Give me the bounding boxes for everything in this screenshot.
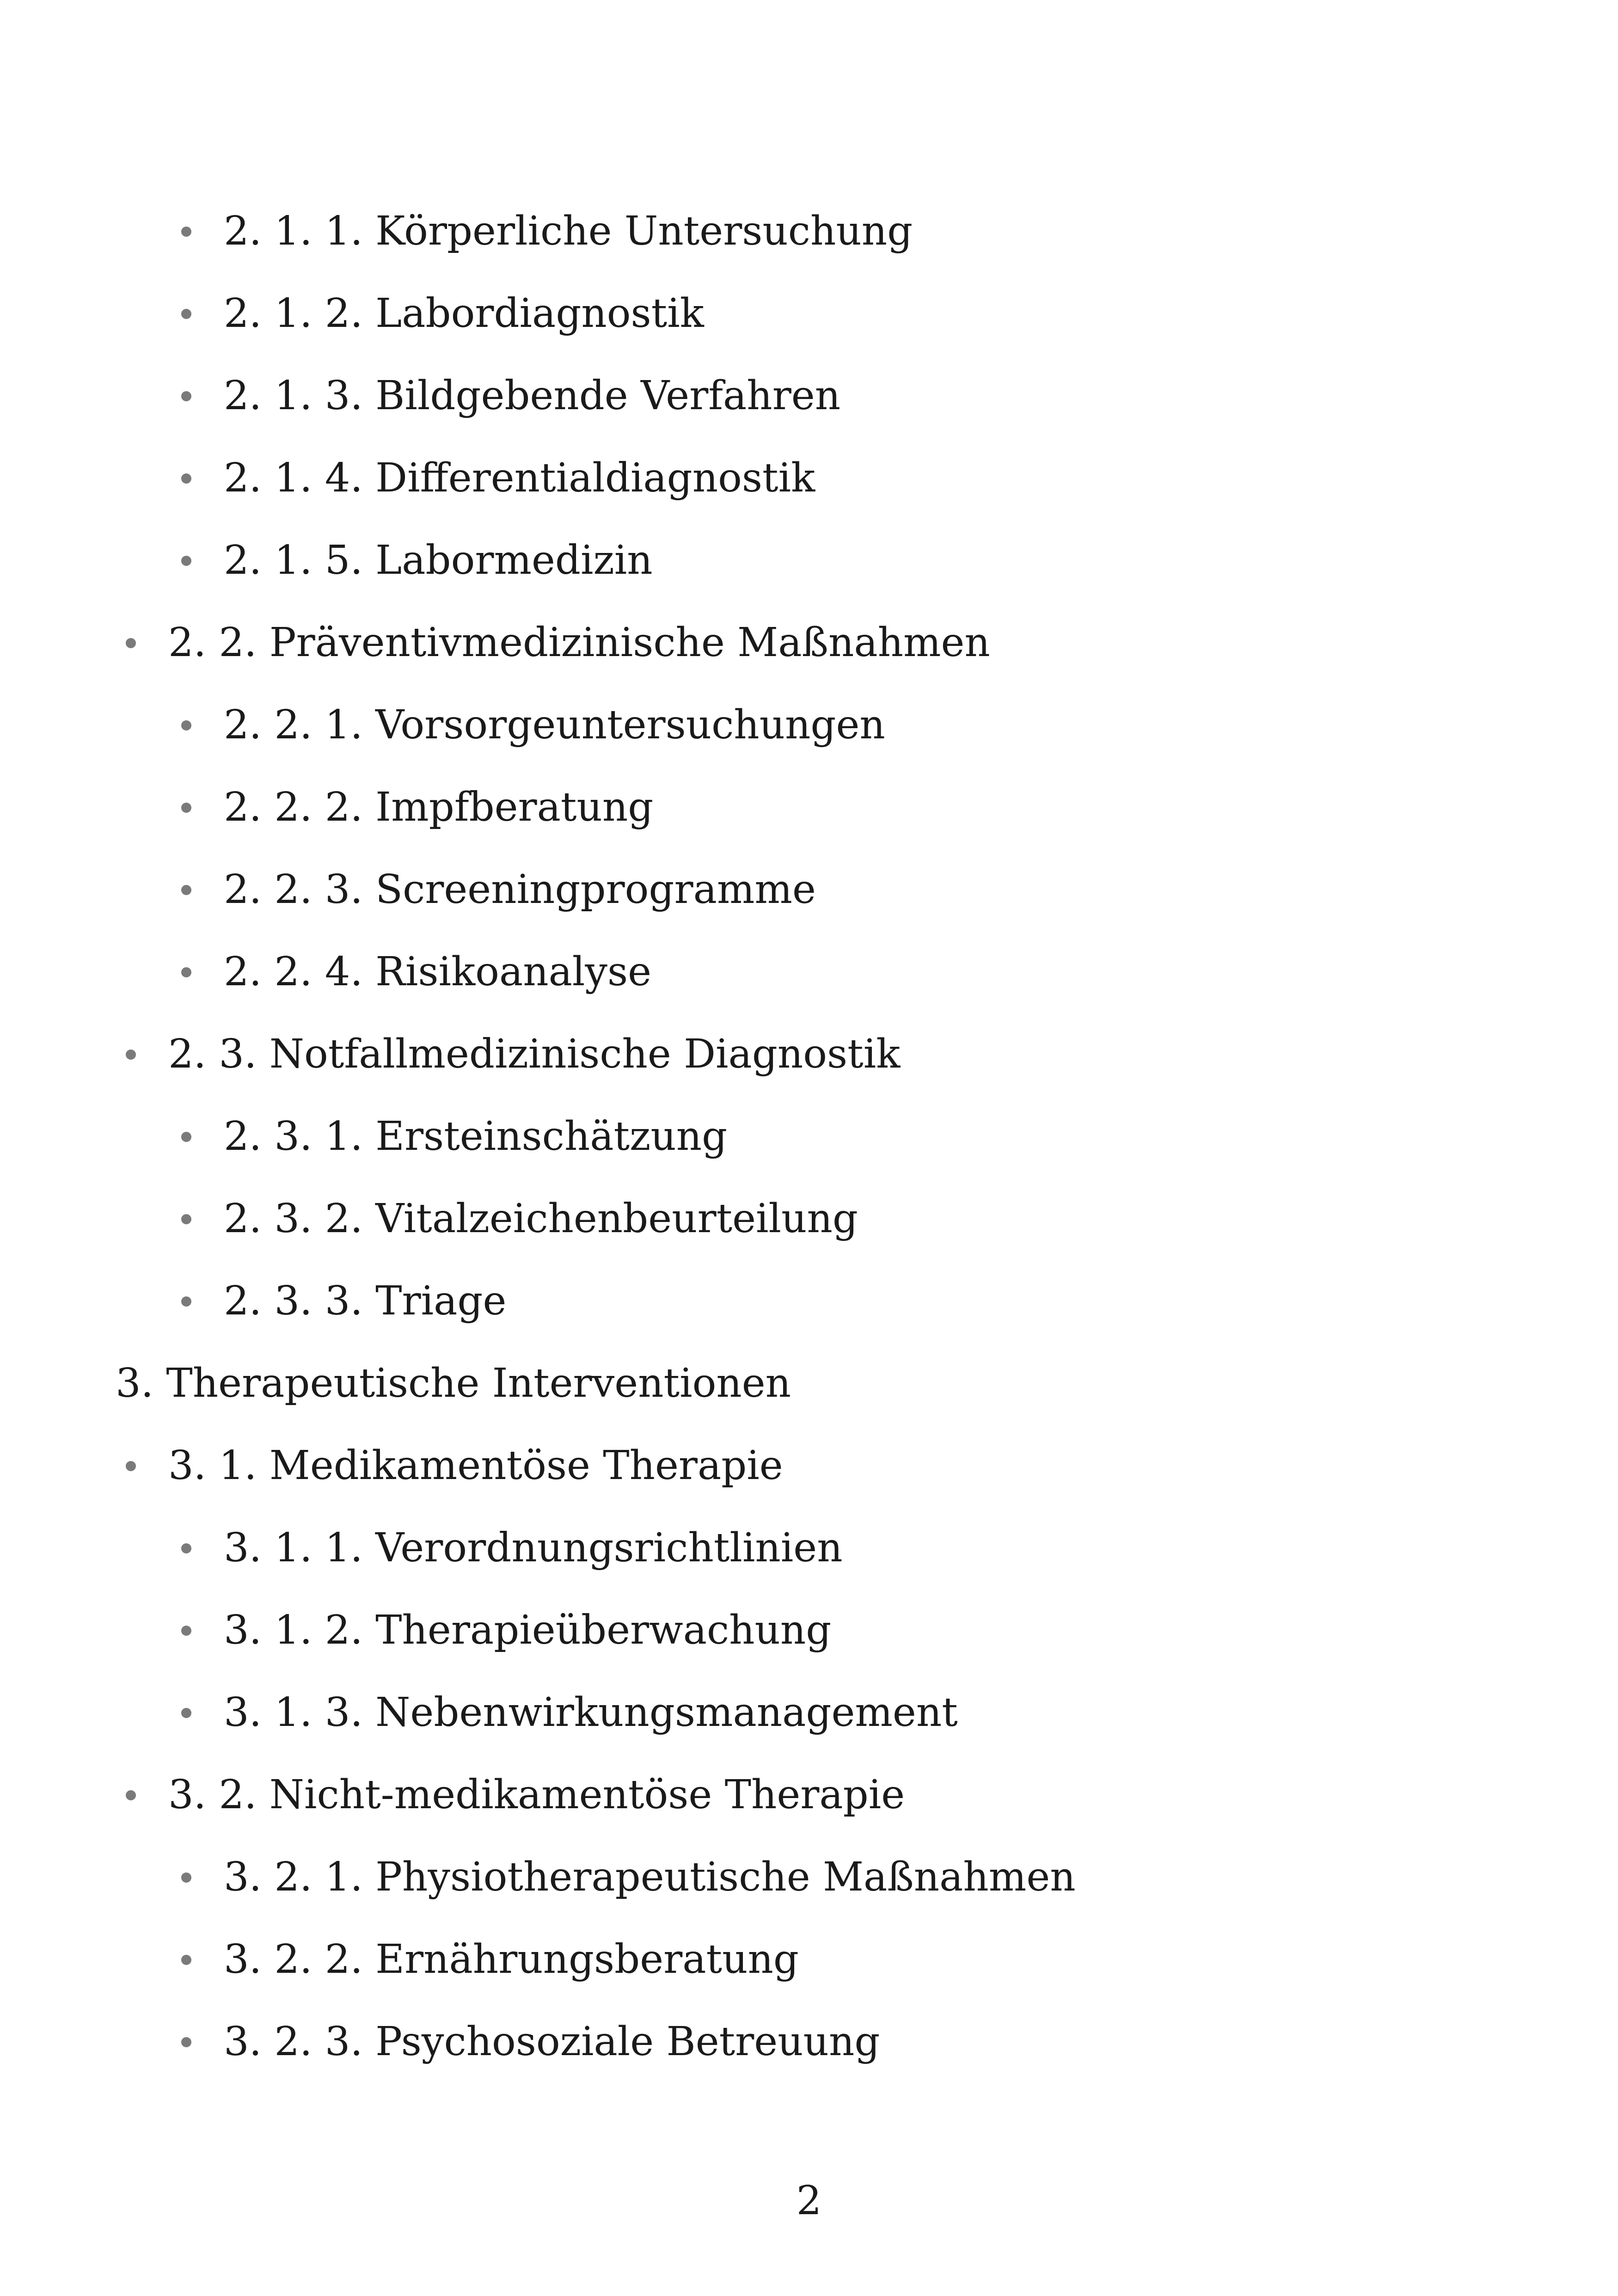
toc-entry-3-2-1[interactable] [181, 1836, 1076, 1919]
toc-entry-label: 3. 1. 1. Verordnungsrichtlinien [224, 1525, 843, 1571]
bullet-icon [181, 1132, 191, 1142]
bullet-icon [181, 1626, 191, 1636]
toc-entry-label: 3. 2. 2. Ernährungsberatung [224, 1936, 799, 1983]
toc-entry-label: 3. 2. 3. Psychosoziale Betreuung [224, 2019, 880, 2065]
page-number: 2 [796, 2178, 822, 2224]
toc-entry-2-1-3[interactable] [181, 354, 840, 437]
bullet-icon [181, 885, 191, 895]
toc-entry-3-2-3[interactable] [181, 2000, 880, 2083]
toc-entry-3-1-3[interactable] [181, 1671, 958, 1754]
bullet-icon [126, 638, 136, 648]
bullet-icon [181, 1708, 191, 1718]
bullet-icon [126, 1461, 136, 1471]
toc-entry-label: 2. 1. 2. Labordiagnostik [224, 290, 704, 337]
toc-entry-label: 2. 1. 4. Differentialdiagnostik [224, 455, 815, 501]
toc-entry-label: 2. 2. 4. Risikoanalyse [224, 949, 652, 995]
bullet-icon [181, 1214, 191, 1224]
toc-entry-label: 2. 2. 3. Screeningprogramme [224, 866, 816, 913]
bullet-icon [181, 1955, 191, 1965]
toc-entry-label: 3. 1. 2. Therapieüberwachung [224, 1607, 832, 1653]
bullet-icon [181, 2037, 191, 2047]
bullet-icon [181, 720, 191, 731]
toc-entry-2-1-1[interactable] [181, 190, 913, 273]
bullet-icon [126, 1050, 136, 1060]
bullet-icon [126, 1790, 136, 1800]
bullet-icon [181, 309, 191, 319]
toc-entry-2-2-1[interactable] [181, 683, 885, 767]
toc-entry-2-3-2[interactable] [181, 1177, 858, 1260]
toc-entry-label: 2. 3. 2. Vitalzeichenbeurteilung [224, 1196, 858, 1242]
toc-entry-label: 2. 1. 1. Körperliche Untersuchung [224, 208, 913, 254]
toc-entry-label: 2. 2. Präventivmedizinische Maßnahmen [168, 620, 990, 666]
toc-entry-2-3-3[interactable] [181, 1259, 506, 1343]
toc-entry-2-2-2[interactable] [181, 766, 653, 849]
toc-entry-3-1-1[interactable] [181, 1506, 843, 1590]
bullet-icon [181, 473, 191, 484]
toc-entry-label: 2. 3. 1. Ersteinschätzung [224, 1113, 728, 1160]
toc-entry-3[interactable] [116, 1342, 791, 1425]
toc-entry-3-1[interactable] [126, 1424, 783, 1507]
toc-entry-label: 2. 1. 3. Bildgebende Verfahren [224, 373, 841, 419]
toc-entry-label: 3. 2. Nicht-medikamentöse Therapie [168, 1772, 905, 1818]
toc-entry-2-3[interactable] [126, 1013, 900, 1096]
bullet-icon [181, 1296, 191, 1307]
toc-entry-2-1-5[interactable] [181, 519, 653, 602]
toc-entry-3-2-2[interactable] [181, 1918, 799, 2001]
toc-entry-label: 3. 2. 1. Physiotherapeutische Maßnahmen [224, 1854, 1076, 1900]
bullet-icon [181, 556, 191, 566]
toc-entry-label: 2. 1. 5. Labormedizin [224, 537, 653, 583]
bullet-icon [181, 1872, 191, 1883]
bullet-icon [181, 803, 191, 813]
toc-entry-label: 2. 2. 2. Impfberatung [224, 784, 654, 830]
bullet-icon [181, 1543, 191, 1553]
bullet-icon [181, 391, 191, 401]
toc-entry-2-3-1[interactable] [181, 1095, 727, 1178]
toc-entry-2-2[interactable] [126, 601, 990, 684]
bullet-icon [181, 227, 191, 237]
toc-entry-label: 3. Therapeutische Interventionen [116, 1360, 791, 1406]
toc-entry-3-2[interactable] [126, 1753, 905, 1836]
toc-entry-label: 2. 3. Notfallmedizinische Diagnostik [168, 1031, 901, 1077]
bullet-icon [181, 967, 191, 977]
toc-entry-label: 2. 2. 1. Vorsorgeuntersuchungen [224, 702, 885, 748]
toc-entry-2-2-3[interactable] [181, 848, 816, 931]
toc-entry-2-1-2[interactable] [181, 272, 704, 355]
toc-entry-3-1-2[interactable] [181, 1589, 831, 1672]
toc-entry-2-1-4[interactable] [181, 436, 815, 520]
toc-entry-label: 2. 3. 3. Triage [224, 1278, 507, 1324]
toc-entry-label: 3. 1. 3. Nebenwirkungsmanagement [224, 1689, 958, 1736]
toc-entry-2-2-4[interactable] [181, 930, 651, 1013]
toc-entry-label: 3. 1. Medikamentöse Therapie [168, 1443, 783, 1489]
